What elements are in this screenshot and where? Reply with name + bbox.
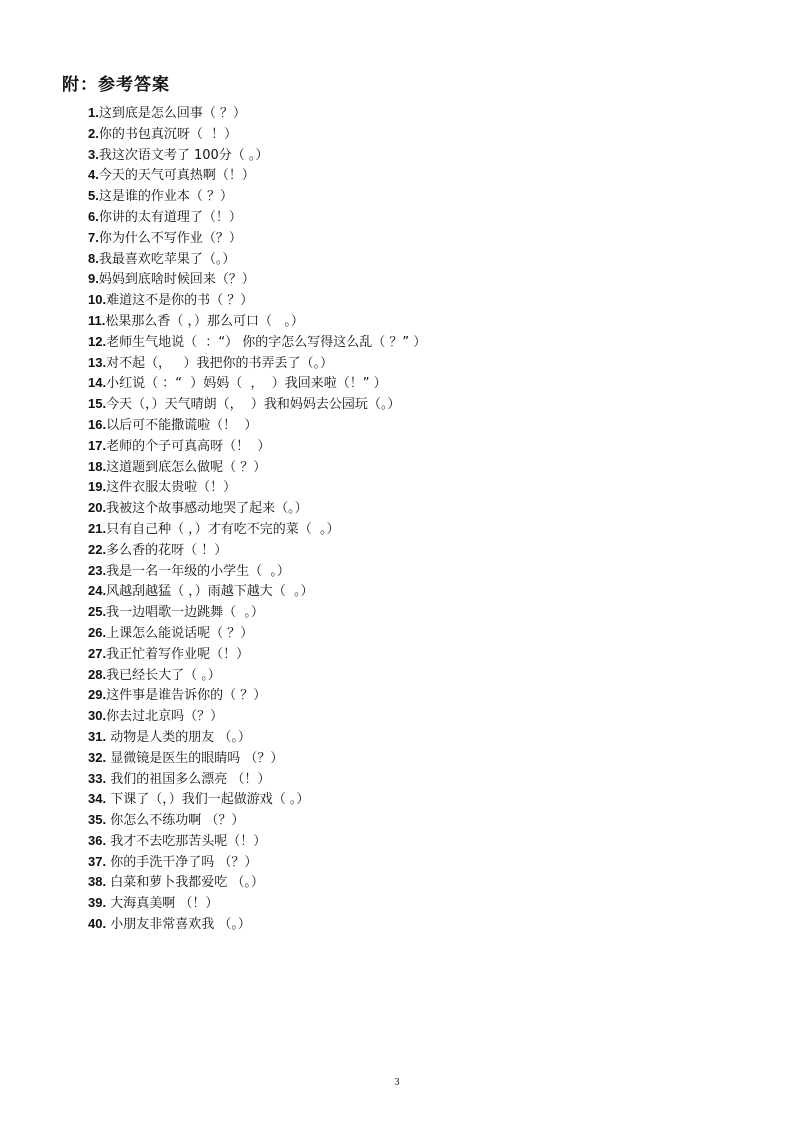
answer-number: 18. — [88, 458, 107, 474]
answer-number: 12. — [88, 333, 107, 349]
answer-item — [88, 872, 768, 893]
answer-item — [88, 831, 768, 852]
answer-text: 我才不去吃那苦头呢（！） — [106, 833, 267, 849]
answer-text: 妈妈到底啥时候回来（？） — [98, 272, 255, 288]
answer-item — [88, 810, 768, 831]
answer-number: 32. — [88, 749, 107, 765]
answer-item — [88, 145, 768, 166]
answer-text: 显微镜是医生的眼睛吗 （？） — [106, 750, 284, 766]
answer-number: 38. — [88, 874, 107, 890]
answer-number: 7. — [88, 229, 99, 245]
answer-number: 10. — [88, 292, 107, 308]
answer-text: 你去过北京吗（？） — [106, 709, 224, 725]
answer-item — [88, 561, 768, 582]
answer-item — [88, 186, 768, 207]
answer-number: 16. — [88, 416, 107, 432]
answer-item — [88, 727, 768, 748]
answer-text: 动物是人类的朋友 （。） — [106, 729, 251, 745]
answer-text: 我一边唱歌一边跳舞（ 。） — [106, 605, 264, 621]
answer-text: 只有自己种（ ，）才有吃不完的菜（ 。） — [106, 521, 340, 537]
answer-item — [88, 290, 768, 311]
answer-number: 36. — [88, 832, 107, 848]
answer-number: 11. — [88, 312, 106, 328]
answer-text: 对不起（， ）我把你的书弄丢了（。） — [106, 355, 333, 371]
answer-text: 这件衣服太贵啦（！） — [106, 480, 237, 496]
answer-text: 你的书包真沉呀（ ！） — [98, 126, 238, 142]
answer-number: 25. — [88, 604, 107, 620]
answer-text: 白菜和萝卜我都爱吃 （。） — [106, 875, 264, 891]
answer-text: 今天的天气可真热啊（！） — [98, 168, 255, 184]
answer-item — [88, 207, 768, 228]
answer-number: 34. — [88, 791, 107, 807]
answer-item — [88, 665, 768, 686]
answer-text: 你讲的太有道理了（！） — [98, 209, 242, 225]
answer-item — [88, 165, 768, 186]
answer-item — [88, 103, 768, 124]
answer-item — [88, 394, 768, 415]
answer-number: 27. — [88, 645, 107, 661]
answer-item — [88, 477, 768, 498]
answer-item — [88, 519, 768, 540]
answer-text: 我最喜欢吃苹果了（。） — [98, 251, 236, 267]
answer-text: 这道题到底怎么做呢（ ？） — [106, 459, 267, 475]
answer-text: 老师的个子可真高呀（！ ） — [106, 438, 271, 454]
answer-text: 今天（，）天气晴朗（， ）我和妈妈去公园玩（。） — [106, 397, 401, 413]
answer-text: 你怎么不练功啊 （？） — [106, 813, 245, 829]
answer-number: 19. — [88, 479, 107, 495]
answer-number: 35. — [88, 812, 107, 828]
page-title: 附：参考答案 — [62, 75, 170, 95]
answer-text: 我被这个故事感动地哭了起来（。） — [106, 501, 308, 517]
answer-item — [88, 228, 768, 249]
answer-text: 我是一名一年级的小学生（ 。） — [106, 563, 290, 579]
answer-text: 我这次语文考了 100分（ 。） — [98, 147, 269, 163]
answer-number: 1. — [88, 105, 99, 120]
answer-text: 我正忙着写作业呢（！） — [106, 646, 250, 662]
answer-item — [88, 249, 768, 270]
answer-number: 5. — [88, 188, 99, 204]
answer-text: 小红说（ ：“ ）妈妈（ ， ）我回来啦（！” ） — [106, 376, 387, 392]
answer-text: 我已经长大了（ 。） — [106, 667, 221, 683]
answer-list — [88, 103, 768, 935]
answer-number: 6. — [88, 208, 99, 224]
answer-text: 大海真美啊 （！） — [106, 896, 219, 912]
answer-item — [88, 748, 768, 769]
answer-item — [88, 789, 768, 810]
answer-text: 你为什么不写作业（？） — [98, 230, 242, 246]
answer-text: 难道这不是你的书（ ？） — [106, 293, 254, 309]
answer-item — [88, 852, 768, 873]
answer-number: 13. — [88, 354, 107, 370]
answer-item — [88, 623, 768, 644]
answer-text: 小朋友非常喜欢我 （。） — [106, 917, 251, 933]
answer-item — [88, 706, 768, 727]
answer-number: 28. — [88, 666, 107, 682]
answer-item — [88, 124, 768, 145]
answer-number: 30. — [88, 708, 107, 724]
answer-item — [88, 373, 768, 394]
answer-item — [88, 353, 768, 374]
answer-item — [88, 457, 768, 478]
answer-item — [88, 415, 768, 436]
answer-number: 37. — [88, 853, 107, 869]
answer-number: 14. — [88, 375, 107, 391]
answer-item — [88, 269, 768, 290]
answer-number: 8. — [88, 250, 99, 266]
answer-number: 9. — [88, 271, 99, 287]
answer-text: 我们的祖国多么漂亮 （！） — [106, 771, 271, 787]
answer-item — [88, 893, 768, 914]
answer-number: 21. — [88, 520, 107, 536]
answer-item — [88, 914, 768, 935]
answer-text: 松果那么香（ ，）那么可口（ 。） — [105, 313, 304, 329]
answer-text: 这是谁的作业本（ ？） — [98, 189, 233, 205]
answer-item — [88, 602, 768, 623]
page-number: 3 — [394, 1077, 400, 1088]
answer-number: 2. — [88, 125, 99, 141]
answer-text: 你的手洗干净了吗 （？） — [106, 854, 258, 870]
answer-number: 17. — [88, 437, 107, 453]
answer-number: 15. — [88, 396, 107, 412]
answer-number: 31. — [88, 728, 107, 744]
answer-number: 26. — [88, 624, 107, 640]
answer-number: 39. — [88, 895, 107, 911]
answer-number: 20. — [88, 500, 107, 516]
answer-number: 40. — [88, 916, 107, 932]
answer-text: 这到底是怎么回事（ ？） — [98, 106, 246, 121]
answer-number: 4. — [88, 167, 99, 183]
answer-item — [88, 436, 768, 457]
answer-number: 29. — [88, 687, 107, 703]
answer-item — [88, 311, 768, 332]
answer-number: 22. — [88, 541, 107, 557]
answer-text: 以后可不能撒谎啦（！ ） — [106, 417, 258, 433]
answer-item — [88, 644, 768, 665]
answer-text: 多么香的花呀（ ！） — [106, 542, 228, 558]
answer-item — [88, 685, 768, 706]
answer-item — [88, 769, 768, 790]
answer-text: 老师生气地说（ ：“） 你的字怎么写得这么乱（ ？” ） — [106, 334, 427, 350]
answer-number: 3. — [88, 146, 99, 162]
answer-text: 下课了（，）我们一起做游戏（ 。） — [106, 792, 310, 808]
answer-number: 33. — [88, 770, 107, 786]
answer-item — [88, 498, 768, 519]
answer-number: 23. — [88, 562, 107, 578]
answer-text: 上课怎么能说话呢（ ？） — [106, 625, 254, 641]
answer-text: 风越刮越猛（ ，）雨越下越大（ 。） — [106, 584, 314, 600]
answer-item — [88, 540, 768, 561]
answer-item — [88, 332, 768, 353]
answer-number: 24. — [88, 583, 107, 599]
answer-text: 这件事是谁告诉你的（ ？） — [106, 688, 267, 704]
answer-item — [88, 581, 768, 602]
